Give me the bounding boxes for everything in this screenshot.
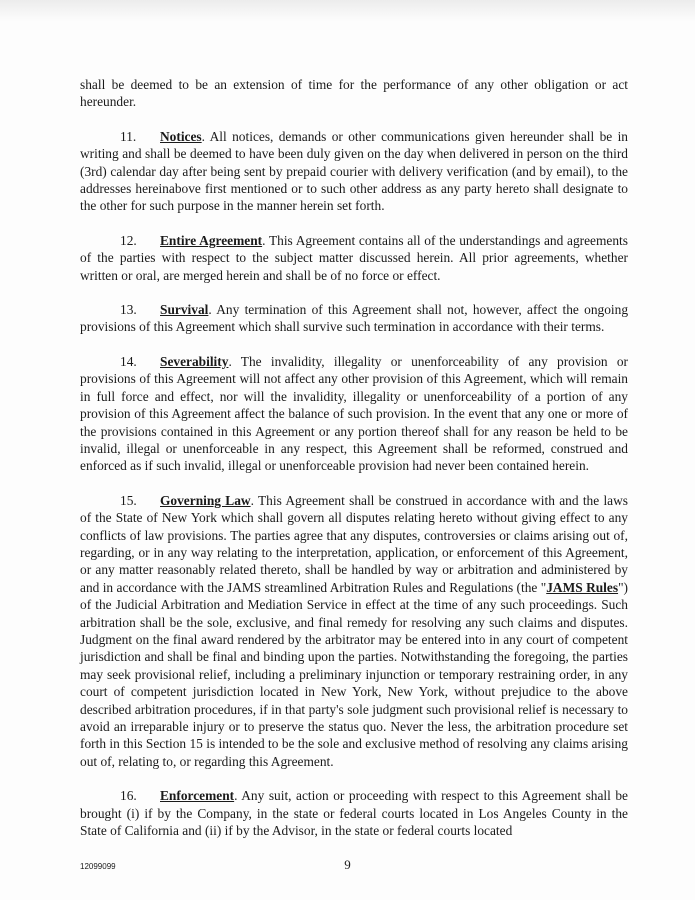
section-14-severability	[80, 353, 628, 475]
section-body-after: ") of the Judicial Arbitration and Mediation Service in effect at the time of any such proceedings. Such arbitration shall be the sole, exclusive, and final remedy for resolving any such claims and disputes. Judgment on the final award rendered by the arbitrator may be entered into in any court of competent jurisdiction and shall be final and binding upon the parties. Notwithstanding the foregoing, the parties may seek provisional relief, including a preliminary injunction or temporary restraining order, in any court of competent jurisdiction located in New York, New York, without prejudice to the above described arbitration procedures, if in that party's sole judgment such provisional relief is necessary to avoid an irreparable injury or to preserve the status quo. Never the less, the arbitration procedure set forth in this Section 15 is intended to be the sole and exclusive method of resolving any claims arising out of, relating to, or regarding this Agreement.	[80, 579, 628, 769]
scan-edge	[0, 0, 695, 22]
section-number: 15.	[120, 492, 137, 508]
section-number: 11.	[120, 128, 137, 144]
section-number: 16.	[120, 788, 137, 804]
heading-punct: .	[250, 492, 254, 508]
section-number: 13.	[120, 302, 137, 318]
document-body	[80, 76, 628, 856]
section-15-governing-law	[80, 492, 628, 771]
heading-punct: .	[228, 353, 232, 369]
section-heading: Entire Agreement	[160, 232, 263, 248]
heading-punct: .	[201, 128, 206, 144]
section-body: Any suit, action or proceeding with respect to this Agreement shall be brought (i) if by the Company, in the state or federal courts located in Los Angeles County in the State of California and (ii) if by the Advisor, in the state or federal courts located	[80, 788, 628, 839]
section-heading: Governing Law	[160, 492, 251, 508]
section-heading: Notices	[160, 128, 202, 144]
heading-punct: .	[234, 788, 238, 804]
section-12-entire-agreement	[80, 232, 628, 284]
page-number: 9	[344, 857, 351, 872]
continuation-paragraph: shall be deemed to be an extension of time for the performance of any other obligation or act hereunder.	[80, 77, 628, 110]
section-heading: Enforcement	[160, 788, 235, 804]
section-heading: Survival	[160, 302, 209, 318]
section-11-notices	[80, 128, 628, 215]
section-body: Any termination of this Agreement shall not, however, affect the ongoing provisions of this Agreement which shall survive such termination in accordance with their terms.	[80, 302, 629, 335]
heading-punct: .	[208, 302, 212, 318]
section-16-enforcement	[80, 787, 628, 839]
section-body-before: This Agreement shall be construed in accordance with and the laws of the State of New York which shall govern all disputes relating hereto without giving effect to any conflicts of law provisions. The parties agree that any disputes, controversies or claims arising out of, regarding, or in any way relating to the interpretation, application, or enforcement of this Agreement, or any matter reasonably related thereto, shall be handled by way or arbitration and administered by and in accordance with the JAMS streamlined Arbitration Rules and Regulations (the "	[80, 492, 629, 595]
section-13-survival	[80, 301, 628, 336]
section-body: All notices, demands or other communications given hereunder shall be in writing and shall be deemed to have been duly given on the day when delivered in person on the third (3rd) calendar day after being sent by prepaid courier with delivery verification (and by email), to the addresses hereinabove first mentioned or to such other address as any party hereto shall designate to the other for such purpose in the manner herein set forth.	[80, 128, 628, 214]
document-id: 12099099	[80, 862, 116, 871]
section-number: 12.	[120, 232, 137, 248]
section-number: 14.	[120, 353, 137, 369]
heading-punct: .	[262, 232, 266, 248]
section-body: This Agreement contains all of the understandings and agreements of the parties with respect to the subject matter discussed herein. All prior agreements, whether written or oral, are merged herein and shall be of no force or effect.	[80, 232, 628, 283]
section-body: The invalidity, illegality or unenforceability of any provision or provisions of this Agreement will not affect any other provision of this Agreement, which will remain in full force and effect, nor will the invalidity, illegality or unenforceability of a portion of any provision of this Agreement affect the balance of such provision. In the event that any one or more of the provisions contained in this Agreement or any portion thereof shall for any reason be held to be invalid, illegal or unenforceable in any respect, this Agreement shall be reformed, construed and enforced as if such invalid, illegal or unenforceable provision had never been contained herein.	[80, 353, 628, 474]
section-heading: Severability	[160, 353, 229, 369]
defined-term: JAMS Rules	[546, 579, 619, 595]
